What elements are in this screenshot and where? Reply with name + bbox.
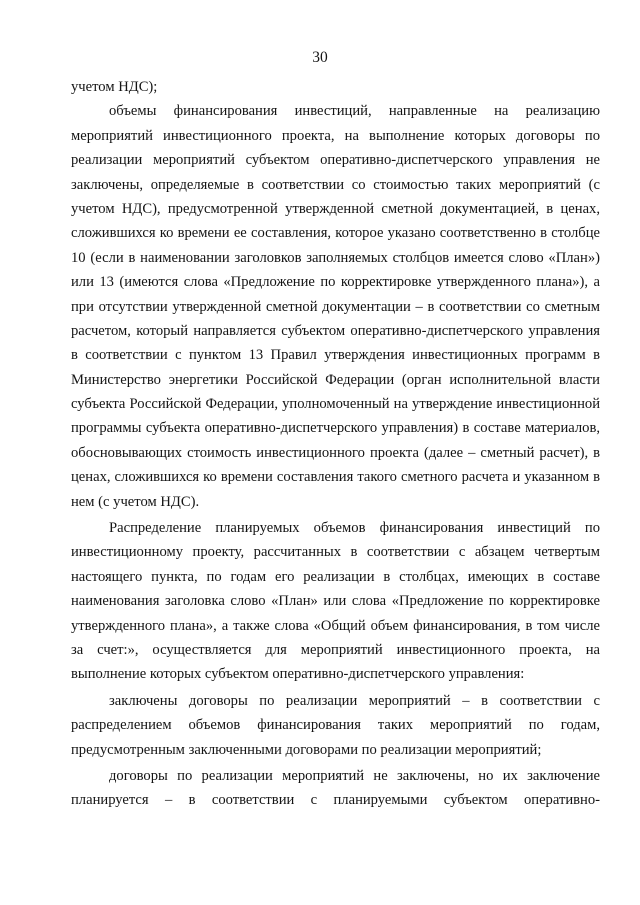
paragraph-contracts-not-concluded — [71, 764, 600, 813]
text-line: программы субъекта оперативно-диспетчерского управления) в составе материалов, — [71, 420, 600, 437]
text-line: ценах, сложившихся ко времени составления такого сметного расчета и указанном в — [71, 469, 600, 486]
text-line: субъекта Российской Федерации, уполномоченный на утверждение инвестиционной — [71, 396, 600, 413]
text-line: за счет:», осуществляется для мероприятий инвестиционного проекта, на — [71, 641, 600, 658]
paragraph-distribution — [71, 516, 600, 687]
document-body — [71, 75, 600, 813]
text-line: инвестиционному проекту, рассчитанных в соответствии с абзацем четвертым — [71, 544, 600, 561]
text-line: предусмотренным заключенными договорами по реализации мероприятий; — [71, 741, 542, 758]
text-line: выполнение которых субъектом оперативно-диспетчерского управления: — [71, 666, 525, 683]
text-line: планируется – в соответствии с планируемыми субъектом оперативно- — [71, 792, 600, 809]
text-line: учетом НДС); — [71, 79, 158, 95]
text-line: Министерство энергетики Российской Федерации (орган исполнительной власти — [71, 371, 600, 388]
text-line: договоры по реализации мероприятий не заключены, но их заключение — [109, 767, 600, 784]
text-line: мероприятий инвестиционного проекта, на выполнение которых договоры по — [71, 127, 600, 144]
text-line: при отсутствии утвержденной сметной документации – в соответствии со сметным — [71, 298, 600, 315]
text-line: заключены договоры по реализации мероприятий – в соответствии с — [109, 692, 600, 709]
text-line: распределением объемов финансирования таких мероприятий по годам, — [71, 717, 600, 734]
text-line: наименования заголовка слово «План» или слова «Предложение по корректировке — [71, 593, 600, 610]
text-line: настоящего пункта, по годам его реализации в столбцах, имеющих в составе — [71, 568, 600, 585]
page-number: 30 — [312, 49, 328, 66]
text-line: обосновывающих стоимость инвестиционного проекта (далее – сметный расчет), в — [71, 444, 600, 461]
text-line: реализации мероприятий субъектом оперативно-диспетчерского управления не — [71, 152, 600, 169]
paragraph-continuation — [71, 75, 600, 99]
text-line: сложившихся ко времени ее составления, которое указано соответственно в столбце — [71, 225, 600, 242]
text-line: учетом НДС), предусмотренной утвержденной сметной документацией, в ценах, — [71, 200, 600, 217]
text-line: утвержденного плана», а также слова «Общий объем финансирования, в том числе — [71, 617, 600, 634]
text-line: заключены, определяемые в соответствии со стоимостью таких мероприятий (с — [71, 176, 600, 193]
text-line: расчетом, который направляется субъектом оперативно-диспетчерского управления — [71, 322, 600, 339]
text-line: Распределение планируемых объемов финансирования инвестиций по — [109, 520, 600, 537]
text-line: или 13 (имеются слова «Предложение по корректировке утвержденного плана»), а — [71, 274, 600, 291]
text-line: нем (с учетом НДС). — [71, 493, 200, 510]
text-line: 10 (если в наименовании заголовков заполняемых столбцов имеется слово «План») — [71, 249, 600, 266]
paragraph-investment-volumes — [71, 99, 600, 514]
text-line: объемы финансирования инвестиций, направленные на реализацию — [109, 103, 600, 120]
text-line: в соответствии с пунктом 13 Правил утверждения инвестиционных программ в — [71, 347, 600, 364]
paragraph-contracts-concluded — [71, 689, 600, 762]
